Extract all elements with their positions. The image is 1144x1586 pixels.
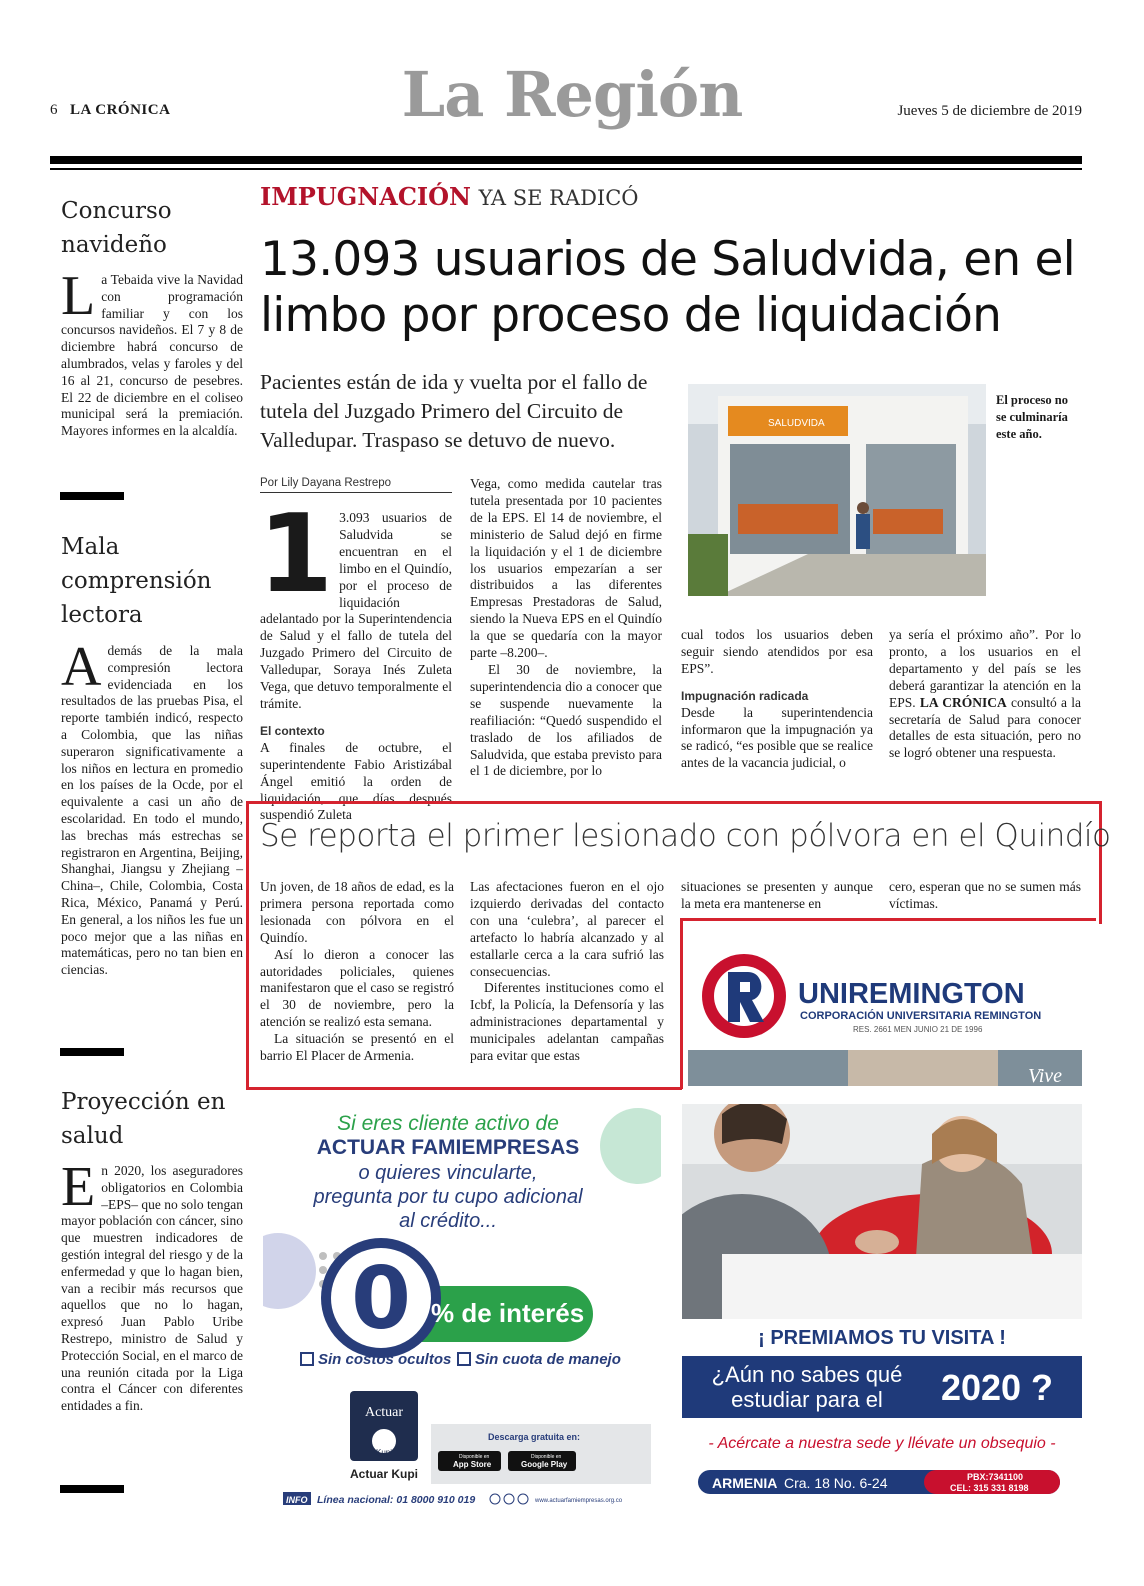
paragraph: El 30 de noviembre, la superintendencia dio a conocer que se suspende nuevamente la reafiliación: “Quedó suspendido el traslado de los afiliados de Saludvida, que estaba previsto para el 1 de diciembre, por lo	[470, 661, 662, 779]
paragraph: Las afectaciones fueron en el ojo izquierdo derivadas del contacto con una ‘culebra’, al parecer el artefacto lo habría alcanzado y al estallarle cerca a la cara sufrió las consecuencias.	[470, 879, 664, 979]
paragraph: Un joven, de 18 años de edad, es la primera persona reportada como lesionada con pólvora en el Quindío.	[260, 879, 454, 945]
googleplay-small: Disponible en	[531, 1454, 562, 1460]
highlight-box-inner-v	[680, 921, 683, 1089]
paragraph: Así lo dieron a conocer las autoridades policiales, quienes manifestaron que el caso se registró el 30 de noviembre, pero la atención se realizó esta semana.	[260, 946, 454, 1030]
actuar-phone: Línea nacional: 01 8000 910 019	[317, 1494, 476, 1506]
sidebar-title-lectora: Mala comprensión lectora	[61, 534, 212, 628]
byline: Por Lily Dayana Restrepo	[260, 477, 452, 493]
actuar-line5: al crédito...	[399, 1210, 497, 1232]
header-rule-thin	[50, 168, 1082, 170]
highlight-box-inner	[680, 918, 1096, 921]
paragraph: Diferentes instituciones como el Icbf, la Policía, la Defensoría y las administraciones departamental y municipales adelantan campañas para evitar que estas	[470, 980, 664, 1064]
ad-uniremington[interactable]	[682, 1104, 1082, 1519]
actuar-kupi: Kupi	[375, 1448, 393, 1457]
article-column-4	[889, 627, 1081, 762]
paragraph: A finales de octubre, el superintendente Fabio Aristizábal Ángel emitió la orden de liquidación, que días después suspendió Zuleta	[260, 739, 452, 823]
subhead-contexto: El contexto	[260, 723, 325, 738]
article2-column-1	[260, 879, 454, 1065]
uni-brand: UNIREMINGTON	[798, 978, 1025, 1010]
uni-vive: Vive	[1028, 1065, 1063, 1086]
uni-address: Cra. 18 No. 6-24	[784, 1475, 888, 1491]
uni-question-b: estudiar para el	[731, 1387, 883, 1412]
actuar-check1: Sin costos ocultos	[318, 1351, 452, 1368]
actuar-line3: o quieres vincularte,	[358, 1162, 538, 1184]
article-deck: Pacientes están de ida y vuelta por el fallo de tutela del Juzgado Primero del Circuito de Valledupar. Traspaso se detuvo de nuevo.	[260, 370, 648, 452]
sidebar-title-salud: Proyección en salud	[61, 1089, 226, 1149]
actuar-zero: 0	[351, 1249, 411, 1349]
paragraph: Desde la superintendencia informaron que la impugnación ya se radicó, “es posible que se realice antes de la vacancia judicial, o	[681, 704, 873, 771]
paragraph: 3.093 usuarios de Saludvida se encuentran en el limbo en el Quindío, por el proceso de liquidación adelantado por la Superintendencia de Salud y el fallo de tutela del Juzgado Primero del Circuito de Valledupar, Soraya Inés Zuleta Vega, que detuvo temporalmente el trámite.	[260, 510, 452, 711]
article-column-1	[258, 492, 452, 824]
actuar-rate: % de interés	[431, 1298, 585, 1328]
section-title: La Región	[401, 58, 743, 131]
highlight-box-left	[246, 921, 249, 1089]
sidebar-body-salud	[61, 1156, 243, 1415]
newspaper-name: LA CRÓNICA	[70, 102, 171, 118]
article2-column-2	[470, 879, 664, 1065]
ad-actuar[interactable]	[263, 1106, 661, 1518]
sidebar-body-lectora	[61, 636, 243, 979]
uni-res: RES. 2661 MEN JUNIO 21 DE 1996	[853, 1025, 983, 1034]
actuar-download: Descarga gratuita en:	[488, 1432, 581, 1442]
uni-question-a: ¿Aún no sabes qué	[711, 1362, 903, 1387]
article-headline: 13.093 usuarios de Saludvida, en el limbo por proceso de liquidación	[260, 232, 1075, 343]
appstore-small: Disponible en	[459, 1454, 490, 1460]
article2-column-4	[889, 879, 1081, 913]
uni-promo: ¡ PREMIAMOS TU VISITA !	[758, 1327, 1006, 1349]
paragraph: situaciones se presenten y aunque la meta era mantenerse en	[681, 879, 873, 911]
actuar-line1: Si eres cliente activo de	[337, 1112, 559, 1135]
uni-pbx: PBX:7341100	[967, 1472, 1024, 1482]
actuar-info: INFO	[286, 1495, 308, 1505]
paragraph: ya sería el próximo año”. Por lo pronto, a los usuarios en el departamento y del país se les deberá garantizar la atención en la EPS.	[889, 627, 1081, 710]
sidebar-divider	[60, 1485, 124, 1493]
ad-uniremington-header[interactable]	[688, 926, 1082, 1086]
appstore-label[interactable]: App Store	[453, 1460, 492, 1469]
actuar-logo: Actuar	[364, 1405, 404, 1420]
sidebar-title-concurso: Concurso navideño	[61, 198, 172, 258]
actuar-line4: pregunta por tu cupo adicional	[313, 1186, 583, 1208]
sidebar-text: demás de la mala compresión lectora evidenciada en los resultados de las pruebas Pisa, el reporte también indicó, respecto a Colombia, que las niñas superaron significativamente a los niños en lectura en promedio en los países de la Ocde, por el equivalente a casi un año de escolaridad. En todo el mundo, las brechas más estrechas se registraron en Argentina, Beijing, Shanghai, Jiangsu y Zhejiang –China–, Chile, Colombia, Costa Rica, México, Panamá y Perú. En general, a los niños les fue un poco mejor que a las niñas en matemáticas, pero no tan bien en ciencias.	[61, 643, 243, 978]
highlight-box-bottom	[246, 1087, 682, 1090]
issue-date: Jueves 5 de diciembre de 2019	[897, 103, 1082, 119]
googleplay-label[interactable]: Google Play	[521, 1460, 568, 1469]
sidebar-divider	[60, 492, 124, 500]
paragraph: cero, esperan que no se sumen más víctimas.	[889, 879, 1081, 911]
actuar-check2: Sin cuota de manejo	[475, 1351, 621, 1368]
actuar-web[interactable]: www.actuarfamiempresas.org.co	[535, 1498, 623, 1504]
paragraph: La situación se presentó en el barrio El Placer de Armenia.	[260, 1031, 454, 1064]
dropcap: E	[61, 1156, 96, 1218]
uni-city: ARMENIA	[712, 1475, 778, 1491]
dropcap: A	[61, 636, 102, 698]
photo-caption: El proceso no se culminaría este año.	[996, 393, 1068, 441]
dropcap: 1	[258, 492, 334, 617]
article-column-3	[681, 627, 873, 772]
subhead-impugnacion: Impugnación radicada	[681, 688, 809, 703]
article-column-2	[470, 476, 662, 780]
paper-mention: LA CRÓNICA	[919, 694, 1007, 710]
sidebar-text: n 2020, los aseguradores obligatorios en Colombia –EPS– que no solo tengan mayor población con cáncer, sino que muestren indicadores de gestión integral del riesgo y de la enfermedad y que lo hagan bien, van a recibir más recursos que aquellos que no lo hagan, expresó Juan Pablo Uribe Restrepo, ministro de Salud y Protección Social, en el marco de una reunión citada por la Liga contra el Cáncer con diferentes entidades a fin.	[61, 1163, 243, 1414]
paragraph: Vega, como medida cautelar tras tutela presentada por 10 pacientes de la EPS. El 14 de noviembre, el ministerio de Salud dejó en firme la liquidación y el 1 de diciembre los usuarios empezarían a ser distribuidos a las diferentes Empresas Prestadoras de Salud, siendo la Nueva EPS en el Quindío la que se quedaría con la mayor parte –8.200–.	[470, 476, 662, 661]
sidebar-text: a Tebaida vive la Navidad con programación familiar y con los concursos navideños. El 7 y 8 de diciembre habrá concurso de alumbrados, velas y faroles y del 16 al 21, concurso de pesebres. El 22 de diciembre en el coliseo municipal será la premiación. Mayores informes en la alcaldía.	[61, 272, 243, 439]
sidebar-divider	[60, 1048, 124, 1056]
article2-column-3	[681, 879, 873, 913]
paragraph: consultó a la secretaría de Salud para conocer detalles de esta situación, pero no se logró obtener una respuesta.	[889, 694, 1082, 761]
kicker-rest: YA SE RADICÓ	[478, 186, 639, 210]
page-number: 6	[50, 102, 58, 118]
paragraph: cual todos los usuarios deben seguir siendo atendidos por esa EPS”.	[681, 627, 873, 676]
sidebar-body-concurso	[61, 265, 243, 440]
uni-sub: CORPORACIÓN UNIVERSITARIA REMINGTON	[800, 1010, 1042, 1022]
article-photo	[688, 384, 986, 596]
uni-year: 2020 ?	[940, 1367, 1054, 1408]
article2-headline: Se reporta el primer lesionado con pólvora en el Quindío	[260, 818, 1111, 854]
uni-cta: - Acércate a nuestra sede y llévate un obsequio -	[708, 1435, 1056, 1452]
uni-cel: CEL: 315 331 8198	[950, 1483, 1029, 1493]
dropcap: L	[61, 265, 96, 327]
article-kicker	[260, 182, 639, 211]
kicker-highlight: IMPUGNACIÓN	[260, 182, 471, 211]
actuar-app-name: Actuar Kupi	[349, 1467, 419, 1481]
actuar-line2: ACTUAR FAMIEMPRESAS	[316, 1136, 580, 1159]
sign-text: SALUDVIDA	[768, 418, 825, 429]
header-rule	[50, 156, 1082, 164]
